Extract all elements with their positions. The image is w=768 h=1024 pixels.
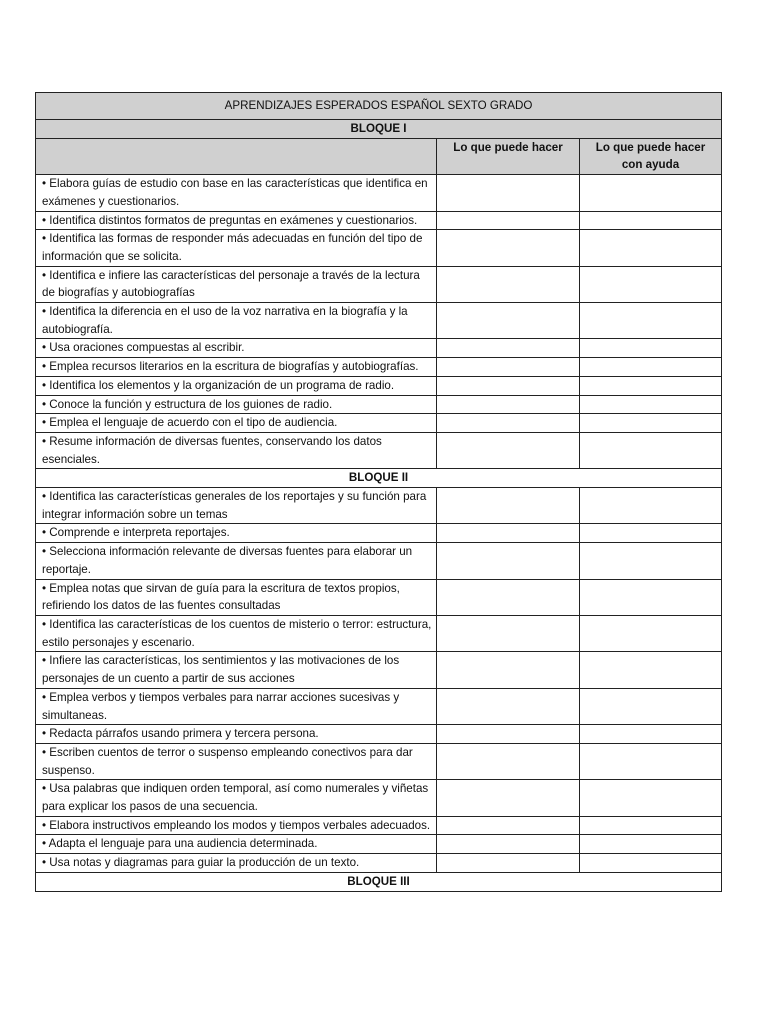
- can-do-with-help-cell[interactable]: [580, 376, 722, 395]
- table-row: [36, 579, 722, 615]
- can-do-with-help-cell[interactable]: [580, 854, 722, 873]
- table-row: [36, 266, 722, 302]
- can-do-with-help-cell[interactable]: [580, 579, 722, 615]
- column-header-can-do-with-help: Lo que puede hacer con ayuda: [580, 138, 722, 174]
- table-row: [36, 725, 722, 744]
- block-1-item-text: • Identifica e infiere las características del personaje a través de la lectura de biografías y autobiografías: [36, 266, 437, 302]
- can-do-cell[interactable]: [437, 543, 580, 579]
- block-1-item-text: • Identifica los elementos y la organización de un programa de radio.: [36, 376, 437, 395]
- table-row: [36, 854, 722, 873]
- table-row: [36, 303, 722, 339]
- table-row: [36, 339, 722, 358]
- block-2-item-text: • Emplea notas que sirvan de guía para la escritura de textos propios, refiriendo los datos de las fuentes consultadas: [36, 579, 437, 615]
- can-do-with-help-cell[interactable]: [580, 688, 722, 724]
- table-row: [36, 780, 722, 816]
- learning-table: [35, 92, 722, 892]
- block-1-label: BLOQUE I: [36, 120, 722, 139]
- block-header-row: [36, 120, 722, 139]
- can-do-cell[interactable]: [437, 615, 580, 651]
- can-do-cell[interactable]: [437, 488, 580, 524]
- can-do-cell[interactable]: [437, 175, 580, 211]
- can-do-cell[interactable]: [437, 432, 580, 468]
- block-2-item-text: • Elabora instructivos empleando los modos y tiempos verbales adecuados.: [36, 816, 437, 835]
- block-2-item-text: • Usa palabras que indiquen orden temporal, así como numerales y viñetas para explicar los pasos de una secuencia.: [36, 780, 437, 816]
- block-2-item-text: • Identifica las características generales de los reportajes y su función para integrar información sobre un temas: [36, 488, 437, 524]
- block-header-row: [36, 872, 722, 891]
- can-do-cell[interactable]: [437, 725, 580, 744]
- can-do-cell[interactable]: [437, 524, 580, 543]
- can-do-with-help-cell[interactable]: [580, 339, 722, 358]
- can-do-cell[interactable]: [437, 395, 580, 414]
- can-do-with-help-cell[interactable]: [580, 725, 722, 744]
- can-do-cell[interactable]: [437, 652, 580, 688]
- block-2-item-text: • Selecciona información relevante de diversas fuentes para elaborar un reportaje.: [36, 543, 437, 579]
- block-2-item-text: • Redacta párrafos usando primera y tercera persona.: [36, 725, 437, 744]
- can-do-with-help-cell[interactable]: [580, 432, 722, 468]
- block-1-item-text: • Emplea el lenguaje de acuerdo con el tipo de audiencia.: [36, 414, 437, 433]
- table-row: [36, 488, 722, 524]
- block-1-item-text: • Identifica la diferencia en el uso de la voz narrativa en la biografía y la autobiografía.: [36, 303, 437, 339]
- table-row: [36, 395, 722, 414]
- column-header-can-do: Lo que puede hacer: [437, 138, 580, 174]
- block-3-label: BLOQUE III: [36, 872, 722, 891]
- block-1-item-text: • Resume información de diversas fuentes, conservando los datos esenciales.: [36, 432, 437, 468]
- block-1-item-text: • Identifica las formas de responder más adecuadas en función del tipo de información que se solicita.: [36, 230, 437, 266]
- column-header-blank: [36, 138, 437, 174]
- block-header-row: [36, 469, 722, 488]
- table-row: [36, 615, 722, 651]
- block-2-item-text: • Escriben cuentos de terror o suspenso empleando conectivos para dar suspenso.: [36, 743, 437, 779]
- can-do-cell[interactable]: [437, 358, 580, 377]
- block-1-item-text: • Elabora guías de estudio con base en las características que identifica en exámenes y cuestionarios.: [36, 175, 437, 211]
- table-row: [36, 230, 722, 266]
- can-do-with-help-cell[interactable]: [580, 414, 722, 433]
- can-do-with-help-cell[interactable]: [580, 488, 722, 524]
- can-do-cell[interactable]: [437, 816, 580, 835]
- can-do-with-help-cell[interactable]: [580, 358, 722, 377]
- can-do-cell[interactable]: [437, 743, 580, 779]
- table-row: [36, 175, 722, 211]
- can-do-cell[interactable]: [437, 230, 580, 266]
- can-do-cell[interactable]: [437, 854, 580, 873]
- block-2-item-text: • Comprende e interpreta reportajes.: [36, 524, 437, 543]
- can-do-with-help-cell[interactable]: [580, 524, 722, 543]
- can-do-cell[interactable]: [437, 339, 580, 358]
- can-do-with-help-cell[interactable]: [580, 543, 722, 579]
- table-row: [36, 652, 722, 688]
- can-do-cell[interactable]: [437, 303, 580, 339]
- block-2-item-text: • Emplea verbos y tiempos verbales para narrar acciones sucesivas y simultaneas.: [36, 688, 437, 724]
- table-row: [36, 835, 722, 854]
- table-row: [36, 524, 722, 543]
- can-do-with-help-cell[interactable]: [580, 743, 722, 779]
- can-do-with-help-cell[interactable]: [580, 816, 722, 835]
- block-2-item-text: • Identifica las características de los cuentos de misterio o terror: estructura, estilo personajes y escenario.: [36, 615, 437, 651]
- table-row: [36, 743, 722, 779]
- block-2-item-text: • Adapta el lenguaje para una audiencia determinada.: [36, 835, 437, 854]
- table-title: APRENDIZAJES ESPERADOS ESPAÑOL SEXTO GRADO: [36, 93, 722, 120]
- table-row: [36, 432, 722, 468]
- can-do-with-help-cell[interactable]: [580, 303, 722, 339]
- can-do-cell[interactable]: [437, 414, 580, 433]
- table-row: [36, 376, 722, 395]
- block-1-item-text: • Usa oraciones compuestas al escribir.: [36, 339, 437, 358]
- table-row: [36, 414, 722, 433]
- table-row: [36, 688, 722, 724]
- column-header-row: [36, 138, 722, 174]
- can-do-with-help-cell[interactable]: [580, 835, 722, 854]
- can-do-cell[interactable]: [437, 211, 580, 230]
- can-do-cell[interactable]: [437, 835, 580, 854]
- block-2-label: BLOQUE II: [36, 469, 722, 488]
- can-do-with-help-cell[interactable]: [580, 615, 722, 651]
- can-do-cell[interactable]: [437, 376, 580, 395]
- table-row: [36, 816, 722, 835]
- can-do-cell[interactable]: [437, 579, 580, 615]
- can-do-with-help-cell[interactable]: [580, 266, 722, 302]
- can-do-with-help-cell[interactable]: [580, 780, 722, 816]
- can-do-with-help-cell[interactable]: [580, 230, 722, 266]
- block-2-item-text: • Usa notas y diagramas para guiar la producción de un texto.: [36, 854, 437, 873]
- block-1-item-text: • Emplea recursos literarios en la escritura de biografías y autobiografías.: [36, 358, 437, 377]
- can-do-cell[interactable]: [437, 780, 580, 816]
- can-do-with-help-cell[interactable]: [580, 175, 722, 211]
- block-1-item-text: • Identifica distintos formatos de preguntas en exámenes y cuestionarios.: [36, 211, 437, 230]
- table-row: [36, 543, 722, 579]
- can-do-with-help-cell[interactable]: [580, 211, 722, 230]
- table-title-row: [36, 93, 722, 120]
- can-do-with-help-cell[interactable]: [580, 652, 722, 688]
- can-do-cell[interactable]: [437, 688, 580, 724]
- block-1-item-text: • Conoce la función y estructura de los guiones de radio.: [36, 395, 437, 414]
- block-2-item-text: • Infiere las características, los sentimientos y las motivaciones de los personajes de un cuento a partir de sus acciones: [36, 652, 437, 688]
- can-do-with-help-cell[interactable]: [580, 395, 722, 414]
- can-do-cell[interactable]: [437, 266, 580, 302]
- table-row: [36, 358, 722, 377]
- table-row: [36, 211, 722, 230]
